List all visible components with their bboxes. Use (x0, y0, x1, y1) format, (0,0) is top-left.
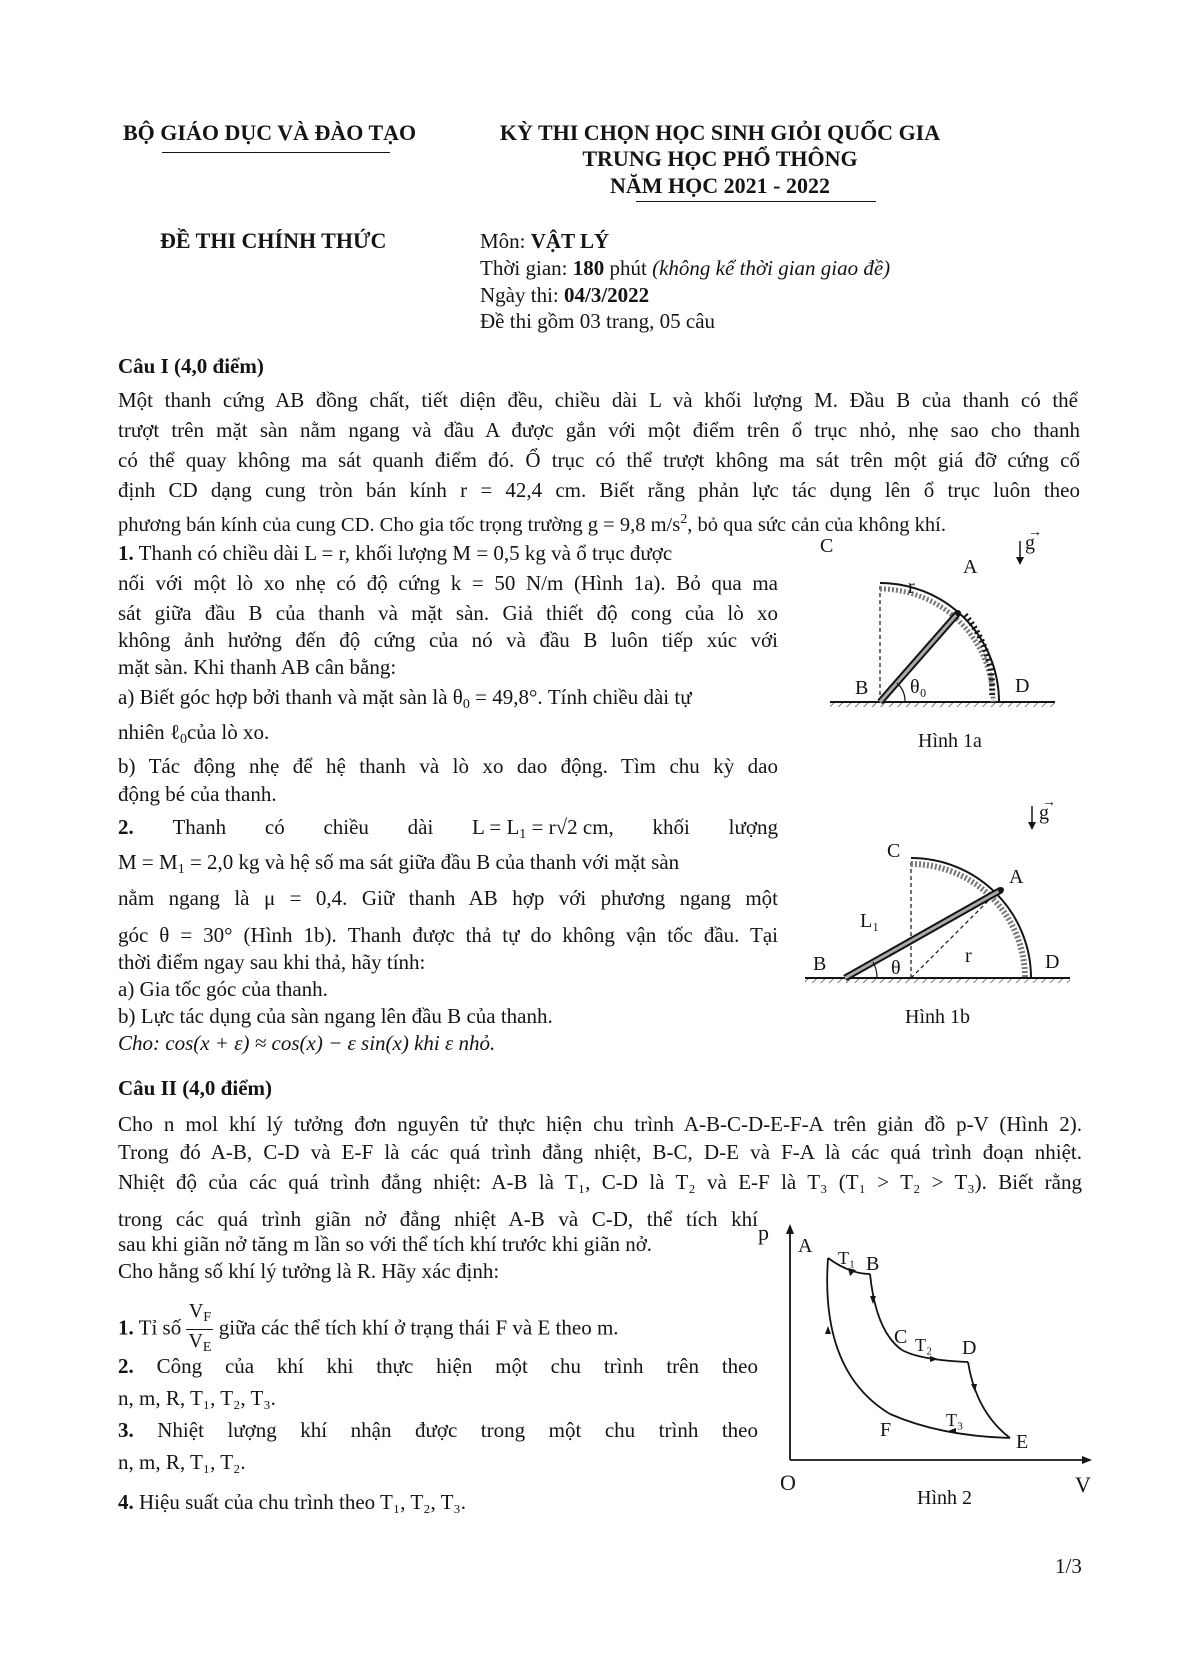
date-value: 04/3/2022 (564, 283, 650, 307)
fig2-a-label: A (798, 1235, 813, 1257)
subject-label: Môn: (480, 229, 531, 253)
time-value: 180 (572, 256, 605, 280)
q1-intro-line1: Một thanh cứng AB đồng chất, tiết diện đều, chiều dài L và khối lượng M. Đầu B của thanh có thể (118, 388, 1078, 412)
svg-text:→: → (1042, 795, 1056, 810)
q1-part2-length-a: L = L (472, 815, 520, 839)
exam-title-underline (636, 201, 876, 202)
floor-hatch-1b (805, 979, 1070, 983)
fraction-numerator: V (188, 1300, 204, 1322)
fraction-denominator: V (188, 1330, 203, 1352)
q2-part1-text-a: Tỉ số (133, 1315, 187, 1340)
q1-intro-line5: phương bán kính của cung CD. Cho gia tốc trọng trường g = 9,8 $m/s^2$, bỏ qua sức cản của không khí. (118, 512, 946, 536)
svg-text:→: → (1028, 525, 1042, 540)
q1-part2-word3: chiều (323, 815, 369, 839)
volume-ratio-fraction: $\frac{V_F}{V_E}$ (188, 1300, 212, 1355)
fig1b-r-label: r (965, 945, 972, 967)
q2-part2-number: 2. (118, 1354, 134, 1378)
q1-part2-word2: có (264, 815, 285, 839)
q1-part1-line3: sát giữa đầu B của thanh và mặt sàn. Giả thiết độ cong của lò xo (118, 601, 778, 625)
q2-part3-text: Nhiệt lượng khí nhận được trong một chu trình theo (133, 1418, 758, 1442)
q1-part2-word7: lượng (728, 815, 778, 839)
q1-part2-mass-a: M = M (118, 850, 178, 874)
q1-intro-line2: trượt trên mặt sàn nằm ngang và đầu A được gắn với một điểm trên ổ trục nhỏ, nhẹ sao cho thanh (118, 418, 1080, 442)
q1-part2-line5: thời điểm ngay sau khi thả, hãy tính: (118, 950, 426, 974)
fig1a-c-label: C (820, 535, 834, 557)
q1-part2-line2: $M = M_1 = 2,0$ kg và hệ số ma sát giữa đầu B của thanh với mặt sàn (118, 850, 680, 877)
fig1b-b-label: B (813, 953, 827, 975)
q1-intro-line5-a: phương bán kính của cung CD. Cho gia tốc trọng trường g = 9,8 m/s (118, 514, 681, 536)
q1-part1a-line1: a) Biết góc hợp bởi thanh và mặt sàn là $\theta_0 = 49,8^\circ$. Tính chiều dài tự (118, 685, 692, 712)
ministry-name: BỘ GIÁO DỤC VÀ ĐÀO TẠO (123, 120, 417, 145)
q1-part2-line3: nằm ngang là μ = 0,4. Giữ thanh AB hợp với phương ngang một (118, 886, 778, 910)
fig1a-b-label: B (855, 677, 869, 699)
q1-part1a-text3: nhiên ℓ (118, 720, 180, 744)
q1-part2-length-b: = r√2 cm, (526, 815, 614, 839)
date-label: Ngày thi: (480, 283, 564, 307)
q2-title: Câu II (4,0 điểm) (118, 1076, 273, 1100)
fig2-f-label: F (880, 1419, 892, 1441)
q1-part1-line2: nối với một lò xo nhẹ có độ cứng k = 50 N/m (Hình 1a). Bỏ qua ma (118, 571, 778, 595)
q1-part1a-text2: = 49,8°. Tính chiều dài tự (469, 685, 692, 709)
q2-part3-number: 3. (118, 1418, 134, 1442)
q2-intro-line1: Cho n mol khí lý tưởng đơn nguyên tử thực hiện chu trình A-B-C-D-E-F-A trên giản đồ p-V (Hình 2). (118, 1112, 1082, 1136)
q2-part4 (118, 1486, 466, 1518)
q1-part2-length: $L = L_1 = r√2$ cm, (472, 815, 614, 842)
q1-part1-line4: không ảnh hưởng đến độ cứng của nó và đầu B luôn tiếp xúc với (118, 628, 778, 652)
fig1b-d-label: D (1045, 951, 1060, 973)
pages-info: Đề thi gồm 03 trang, 05 câu (480, 309, 716, 333)
fig2-p-label: p (758, 1220, 769, 1245)
exam-title-line3: NĂM HỌC 2021 - 2022 (610, 173, 830, 198)
fig1a-g-label: g (1025, 532, 1035, 554)
fig2-v-label: V (1075, 1472, 1091, 1497)
page-number: 1/3 (1055, 1554, 1082, 1578)
fig2-b-label: B (866, 1253, 880, 1275)
fig2-e-label: E (1016, 1431, 1029, 1453)
q2-intro-line2: Trong đó A-B, C-D và E-F là các quá trình đẳng nhiệt, B-C, D-E và F-A là các quá trình đoạn nhiệt. (118, 1140, 1082, 1164)
q1-part2-word1: Thanh (172, 815, 227, 839)
q1-part2-mass-b: = 2,0 kg và hệ số ma sát giữa đầu B của thanh với mặt sàn (184, 850, 680, 874)
official-exam-label: ĐỀ THI CHÍNH THỨC (160, 228, 387, 253)
fig1a-theta-label: θ₀ (910, 676, 927, 698)
fig1b-c-label: C (887, 840, 901, 862)
fig1a-r-label: r (908, 576, 915, 598)
fig1b-g-label: g (1039, 802, 1049, 824)
q2-intro-line3: Nhiệt độ của các quá trình đẳng nhiệt: A-B là T₁, C-D là T₂ và E-F là T₃ (T₁ > T₂ > T₃). Biết rằng (118, 1170, 1082, 1194)
time-note: (không kể thời gian giao đề) (652, 256, 891, 280)
figure-1a (820, 525, 1060, 755)
figure-1b-caption: Hình 1b (905, 1006, 970, 1028)
q1-part2-line4: góc θ = 30° (Hình 1b). Thanh được thả tự do không vận tốc đầu. Tại (118, 923, 778, 947)
fig2-t2-label: T₂ (915, 1335, 933, 1355)
q1-part1-line1 (118, 537, 672, 569)
fig1b-a-label: A (1009, 866, 1024, 888)
exam-title-line2: TRUNG HỌC PHỔ THÔNG (582, 146, 858, 171)
figure-2-caption: Hình 2 (917, 1487, 972, 1509)
figure-1b (805, 795, 1075, 1000)
q2-part2-line1 (118, 1354, 758, 1379)
fig2-d-label: D (962, 1337, 977, 1359)
fig1a-d-label: D (1015, 675, 1030, 697)
time-label: Thời gian: (480, 256, 573, 280)
q1-part1a-text4: của lò xo. (186, 720, 270, 744)
exam-title-line1: KỲ THI CHỌN HỌC SINH GIỎI QUỐC GIA (499, 120, 941, 145)
fig2-c-label: C (894, 1326, 908, 1348)
q1-part1a-line2: nhiên ℓ$_0$của lò xo. (118, 720, 270, 747)
fig1b-l-label: L₁ (860, 910, 880, 932)
q1-part2a: a) Gia tốc góc của thanh. (118, 977, 328, 1001)
q2-part1-number: 1. (118, 1315, 134, 1340)
q1-part2-line1 (118, 811, 778, 851)
figure-2 (758, 1220, 1100, 1512)
q1-part2-word6: khối (652, 815, 690, 839)
fig2-o-label: O (780, 1470, 796, 1495)
q2-part1-text-b: giữa các thể tích khí ở trạng thái F và E theo m. (218, 1315, 619, 1340)
q1-part1b-line2: động bé của thanh. (118, 782, 277, 806)
q2-part3-line1 (118, 1418, 758, 1443)
q1-part1a-text1: a) Biết góc hợp bởi thanh và mặt sàn là θ (118, 685, 463, 709)
fig1b-theta-label: θ (891, 957, 901, 979)
q1-intro-line3: có thể quay không ma sát quanh điểm đó. Ổ trục có thể trượt không ma sát trên một giá đỡ cứng cố (118, 448, 1080, 472)
q2-intro-line6: Cho hằng số khí lý tưởng là R. Hãy xác định: (118, 1259, 500, 1283)
q2-part2-line2: n, m, R, T₁, T₂, T₃. (118, 1386, 276, 1410)
q1-part2-word4: dài (407, 815, 434, 839)
fig2-t1-label: T₁ (838, 1248, 856, 1268)
q1-part2b: b) Lực tác dụng của sàn ngang lên đầu B của thanh. (118, 1004, 553, 1028)
q1-part2-number: 2. (118, 815, 134, 839)
q2-part2-text: Công của khí khi thực hiện một chu trình trên theo (133, 1354, 758, 1378)
time-unit: phút (604, 256, 653, 280)
spring (965, 615, 992, 695)
q2-part4-number: 4. (118, 1490, 134, 1514)
q1-hint: Cho: cos(x + ε) ≈ cos(x) − ε sin(x) khi ε nhỏ. (118, 1031, 496, 1055)
q2-part4-text: Hiệu suất của chu trình theo T₁, T₂, T₃. (133, 1490, 466, 1514)
q2-intro-line4: trong các quá trình giãn nở đẳng nhiệt A-B và C-D, thể tích khí (118, 1207, 758, 1231)
q1-part1-text1: Thanh có chiều dài L = r, khối lượng M = 0,5 kg và ổ trục được (133, 541, 673, 565)
fig2-t3-label: T₃ (946, 1410, 964, 1430)
q2-part1 (118, 1300, 619, 1359)
q1-title: Câu I (4,0 điểm) (118, 354, 264, 378)
fig1a-a-label: A (963, 556, 978, 578)
floor-hatch (830, 703, 1055, 707)
q1-intro-line4: định CD dạng cung tròn bán kính r = 42,4 cm. Biết rằng phản lực tác dụng lên ổ trục luôn theo (118, 478, 1080, 502)
subject-value: VẬT LÝ (530, 229, 610, 253)
q1-part1-number: 1. (118, 541, 134, 565)
q1-intro-line5-b: , bỏ qua sức cản của không khí. (687, 514, 946, 536)
q2-part3-line2: n, m, R, T₁, T₂. (118, 1450, 246, 1474)
q2-intro-line5: sau khi giãn nở tăng m lần so với thể tích khí trước khi giãn nở. (118, 1232, 653, 1256)
figure-1a-caption: Hình 1a (918, 730, 982, 752)
q1-part1-line5: mặt sàn. Khi thanh AB cân bằng: (118, 655, 397, 679)
q1-part1b-line1: b) Tác động nhẹ để hệ thanh và lò xo dao động. Tìm chu kỳ dao (118, 754, 778, 778)
